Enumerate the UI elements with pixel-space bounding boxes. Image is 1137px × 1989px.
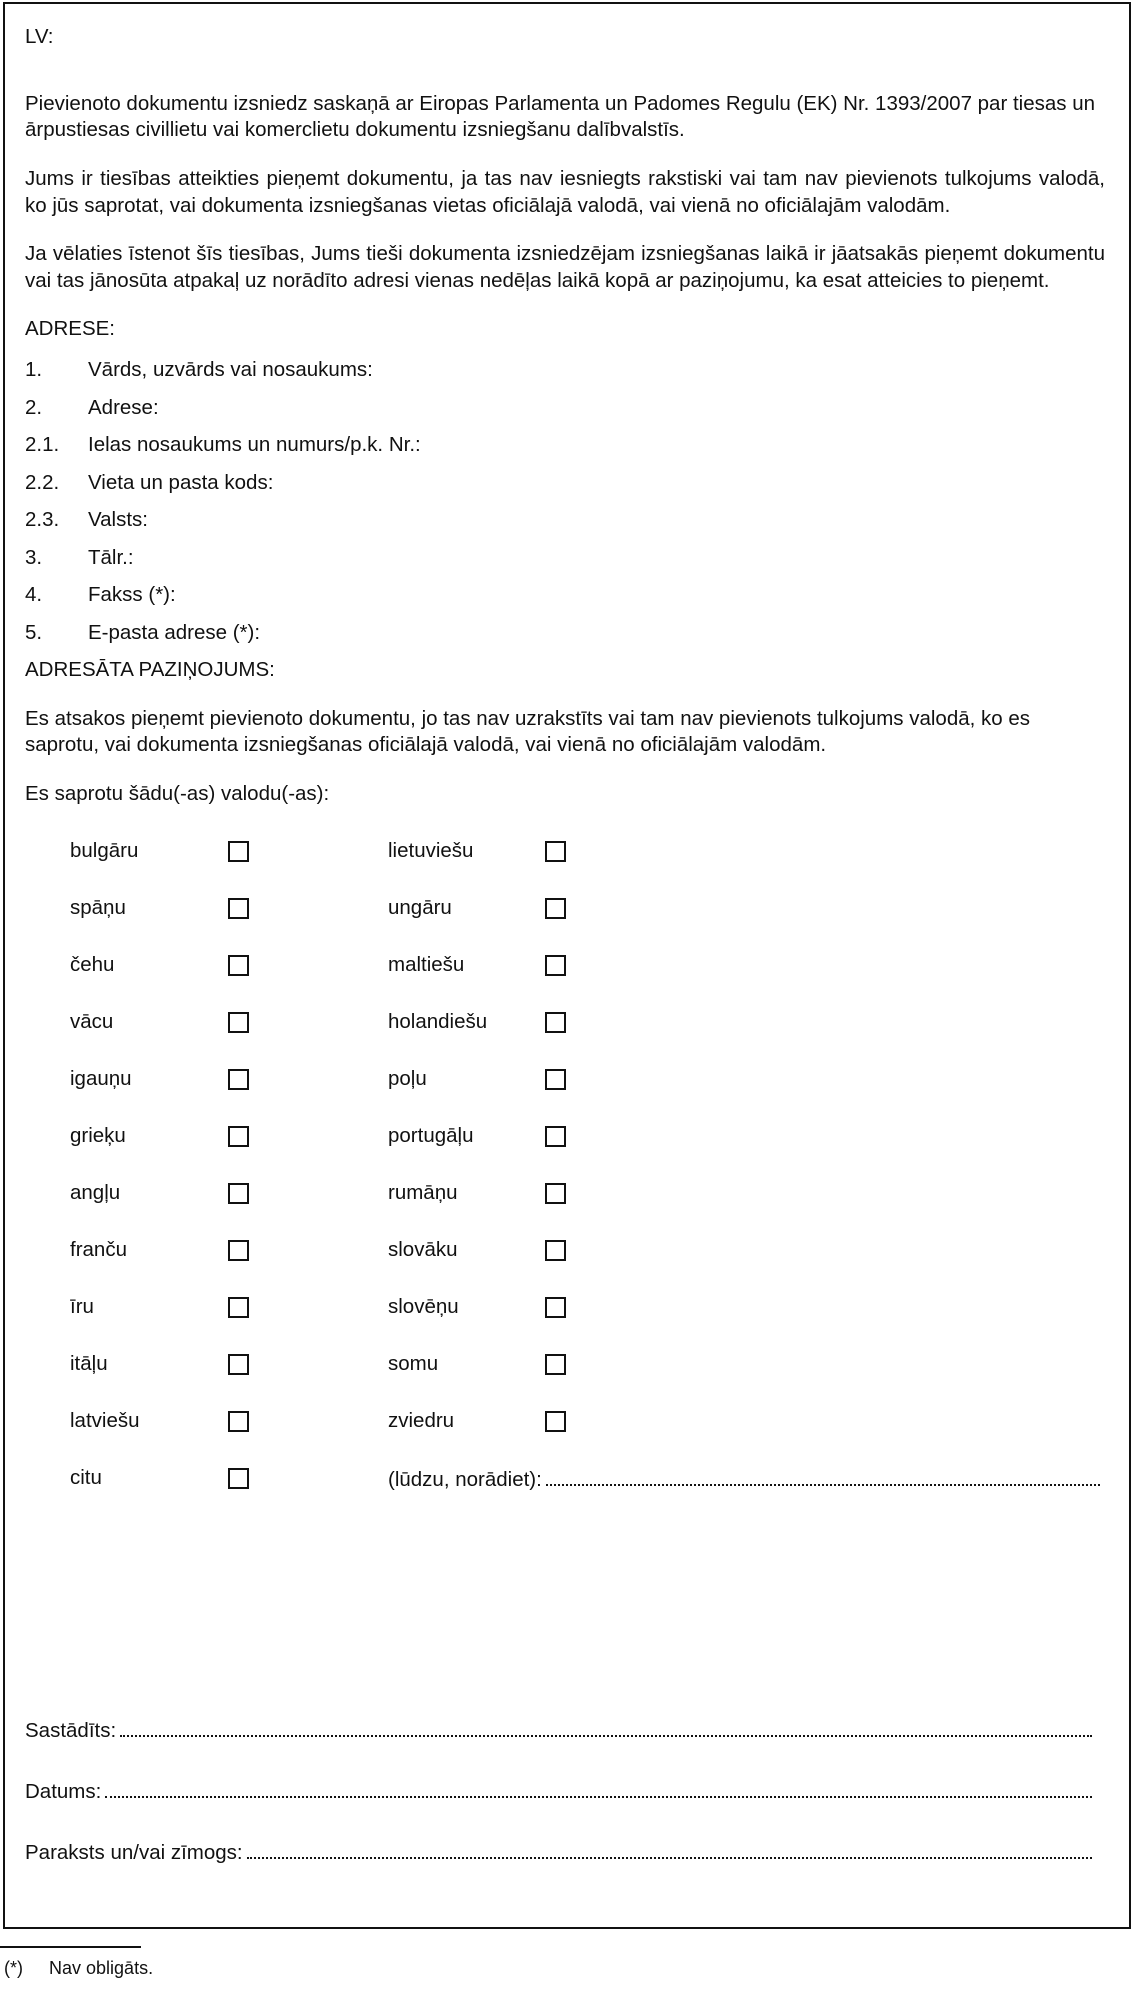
address-row-number: 5. xyxy=(25,620,43,644)
intro-paragraph: Pievienoto dokumentu izsniedz saskaņā ar Eiropas Parlamenta un Padomes Regulu (EK) Nr. 1393/2007 par tiesas un ārpustiesas civillietu vai komerclietu dokumentu izsniegšanu dalībvalstīs. xyxy=(25,91,1096,142)
dotted-fill-line xyxy=(546,1465,1100,1486)
drawn-up-label: Sastādīts: xyxy=(25,1719,117,1742)
language-row xyxy=(25,1180,1105,1210)
language-row xyxy=(25,838,1105,868)
language-label: somu xyxy=(388,1351,439,1375)
dotted-fill-line xyxy=(105,1777,1092,1798)
language-label: īru xyxy=(70,1294,94,1318)
signature-stamp-label: Paraksts un/vai zīmogs: xyxy=(25,1841,243,1864)
declaration-heading: ADRESĀTA PAZIŅOJUMS: xyxy=(25,658,275,682)
language-label: angļu xyxy=(70,1180,121,1204)
language-checkbox[interactable] xyxy=(228,1183,249,1204)
address-heading: ADRESE: xyxy=(25,317,115,341)
language-checkbox[interactable] xyxy=(545,841,566,862)
language-row xyxy=(25,1237,1105,1267)
address-row-label: Vārds, uzvārds vai nosaukums: xyxy=(88,358,373,382)
address-row-number: 3. xyxy=(25,545,43,569)
signature-stamp-field[interactable] xyxy=(25,1838,1092,1865)
address-row-fax xyxy=(25,582,1105,620)
language-checkbox[interactable] xyxy=(545,1354,566,1375)
footnote-separator xyxy=(0,1946,141,1948)
language-label: rumāņu xyxy=(388,1180,458,1204)
address-row-label: Valsts: xyxy=(88,508,148,532)
declaration-text: Es atsakos pieņemt pievienoto dokumentu, jo tas nav uzrakstīts vai tam nav pievienots tulkojums valodā, ko es saprotu, vai dokumenta izsniegšanas oficiālajā valodā, vai vienā no oficiālajām valodām. xyxy=(25,706,1031,757)
language-checkbox[interactable] xyxy=(545,955,566,976)
address-row-number: 2.2. xyxy=(25,470,60,494)
language-label: zviedru xyxy=(388,1408,455,1432)
drawn-up-field[interactable] xyxy=(25,1716,1092,1743)
language-checkbox[interactable] xyxy=(545,1240,566,1261)
language-label: slovāku xyxy=(388,1237,458,1261)
other-language-field[interactable] xyxy=(388,1465,1100,1494)
language-checkbox[interactable] xyxy=(228,1069,249,1090)
address-row-name xyxy=(25,357,1105,395)
language-row xyxy=(25,1408,1105,1438)
language-label: slovēņu xyxy=(388,1294,459,1318)
language-checkbox[interactable] xyxy=(228,955,249,976)
language-row-other xyxy=(25,1465,1105,1495)
address-row-number: 2.3. xyxy=(25,508,60,532)
language-label: spāņu xyxy=(70,895,126,919)
language-label: poļu xyxy=(388,1066,427,1090)
address-row-number: 2.1. xyxy=(25,433,60,457)
address-list xyxy=(25,357,1105,657)
dotted-fill-line xyxy=(247,1838,1092,1859)
form-content xyxy=(25,24,1105,1491)
language-checklist xyxy=(25,838,1105,1491)
language-row xyxy=(25,1009,1105,1039)
footnote-text: Nav obligāts. xyxy=(49,1958,154,1978)
other-language-checkbox[interactable] xyxy=(228,1468,249,1489)
rights-paragraph: Jums ir tiesības atteikties pieņemt dokumentu, ja tas nav iesniegts rakstiski vai tam nav pievienots tulkojums valodā, ko jūs saprotat, vai dokumenta izsniegšanas vietas oficiālajā valodā, vai vienā no oficiālajām valodām. xyxy=(25,166,1105,217)
language-checkbox[interactable] xyxy=(228,1411,249,1432)
language-checkbox[interactable] xyxy=(545,1297,566,1318)
language-label: holandiešu xyxy=(388,1009,488,1033)
language-checkbox[interactable] xyxy=(228,898,249,919)
language-label: citu xyxy=(70,1465,102,1489)
language-checkbox[interactable] xyxy=(228,841,249,862)
language-checkbox[interactable] xyxy=(228,1240,249,1261)
language-checkbox[interactable] xyxy=(545,1183,566,1204)
address-row-label: Fakss (*): xyxy=(88,583,176,607)
address-row-phone xyxy=(25,545,1105,583)
language-label: franču xyxy=(70,1237,127,1261)
language-checkbox[interactable] xyxy=(545,1012,566,1033)
address-row-number: 4. xyxy=(25,583,43,607)
address-row-number: 1. xyxy=(25,358,43,382)
language-row xyxy=(25,952,1105,982)
address-row-label: Adrese: xyxy=(88,395,159,419)
address-row-street xyxy=(25,432,1105,470)
language-label: lietuviešu xyxy=(388,838,474,862)
language-label: bulgāru xyxy=(70,838,139,862)
language-row xyxy=(25,1066,1105,1096)
date-label: Datums: xyxy=(25,1780,102,1803)
address-row-country xyxy=(25,507,1105,545)
language-checkbox[interactable] xyxy=(228,1297,249,1318)
language-label: portugāļu xyxy=(388,1123,474,1147)
footnote-mark: (*) xyxy=(4,1958,23,1978)
language-row xyxy=(25,1294,1105,1324)
language-row xyxy=(25,1123,1105,1153)
language-label: latviešu xyxy=(70,1408,140,1432)
language-checkbox[interactable] xyxy=(228,1012,249,1033)
address-row-label: Ielas nosaukums un numurs/p.k. Nr.: xyxy=(88,433,421,457)
language-code: LV: xyxy=(25,25,54,48)
languages-understood-label: Es saprotu šādu(-as) valodu(-as): xyxy=(25,782,330,806)
date-field[interactable] xyxy=(25,1777,1092,1804)
language-checkbox[interactable] xyxy=(228,1126,249,1147)
dotted-fill-line xyxy=(120,1716,1092,1737)
language-label: vācu xyxy=(70,1009,114,1033)
address-row-label: Vieta un pasta kods: xyxy=(88,470,274,494)
address-row-email xyxy=(25,620,1105,658)
footnote xyxy=(4,1958,153,1979)
language-label: čehu xyxy=(70,952,115,976)
language-label: ungāru xyxy=(388,895,452,919)
language-row xyxy=(25,1351,1105,1381)
language-label: maltiešu xyxy=(388,952,465,976)
language-label: grieķu xyxy=(70,1123,126,1147)
language-row xyxy=(25,895,1105,925)
language-checkbox[interactable] xyxy=(545,1069,566,1090)
language-checkbox[interactable] xyxy=(545,1126,566,1147)
other-language-label: (lūdzu, norādiet): xyxy=(388,1467,542,1491)
language-checkbox[interactable] xyxy=(228,1354,249,1375)
language-checkbox[interactable] xyxy=(545,898,566,919)
language-label: itāļu xyxy=(70,1351,108,1375)
address-row-number: 2. xyxy=(25,395,43,419)
address-row-address xyxy=(25,395,1105,433)
refusal-procedure-paragraph: Ja vēlaties īstenot šīs tiesības, Jums tieši dokumenta izsniedzējam izsniegšanas laikā ir jāatsakās pieņemt dokumentu vai tas jānosūta atpakaļ uz norādīto adresi vienas nedēļas laikā kopā ar paziņojumu, ka esat atteicies to pieņemt. xyxy=(25,242,1105,292)
language-checkbox[interactable] xyxy=(545,1411,566,1432)
address-row-label: E-pasta adrese (*): xyxy=(88,620,261,644)
address-row-city-postcode xyxy=(25,470,1105,508)
address-row-label: Tālr.: xyxy=(88,545,134,569)
language-label: igauņu xyxy=(70,1066,132,1090)
